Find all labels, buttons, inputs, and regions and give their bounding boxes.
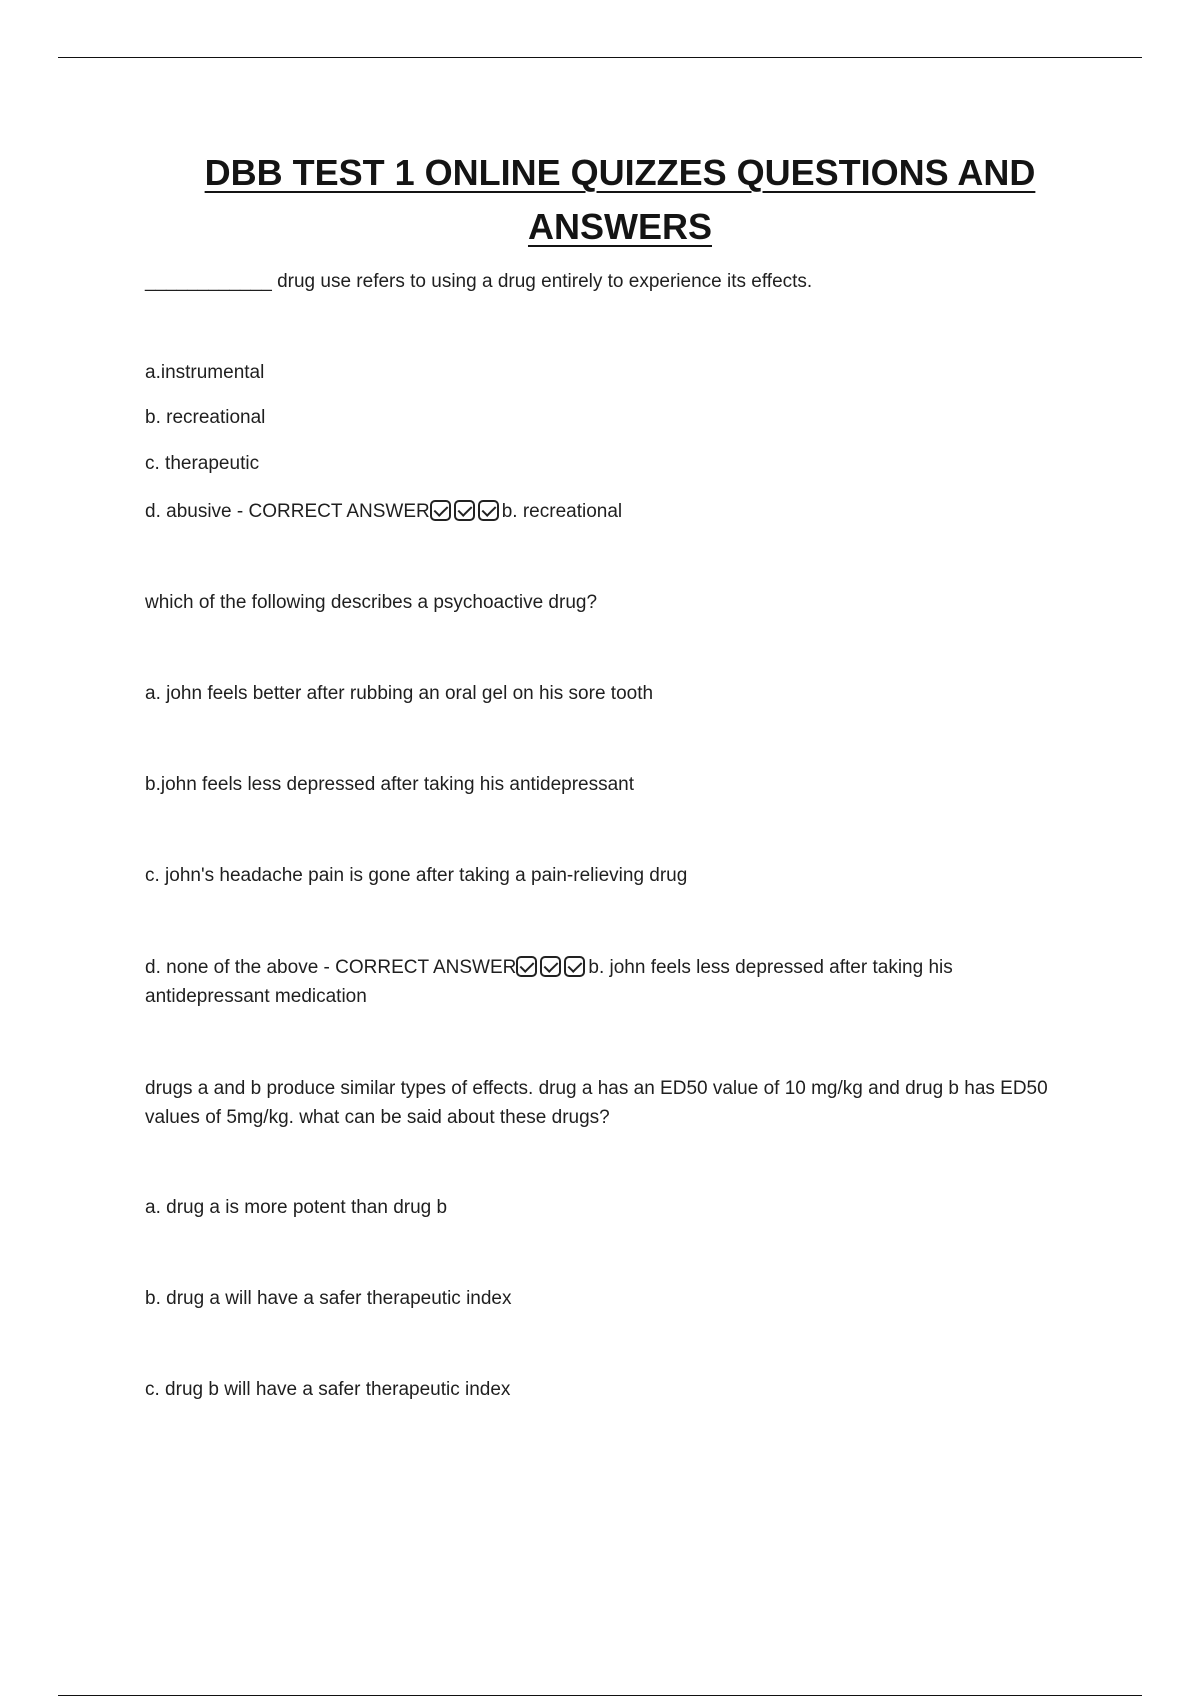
title-line-1: DBB TEST 1 ONLINE QUIZZES QUESTIONS AND bbox=[204, 152, 1036, 193]
q2-option-d bbox=[145, 953, 1025, 1011]
q2-question: which of the following describes a psychoactive drug? bbox=[145, 592, 598, 613]
q3-option-b: b. drug a will have a safer therapeutic index bbox=[145, 1288, 512, 1309]
q2-option-c: c. john's headache pain is gone after taking a pain-relieving drug bbox=[145, 865, 688, 886]
q3-option-a: a. drug a is more potent than drug b bbox=[145, 1197, 448, 1218]
q2-option-a: a. john feels better after rubbing an oral gel on his sore tooth bbox=[145, 683, 654, 704]
q3-question: drugs a and b produce similar types of effects. drug a has an ED50 value of 10 mg/kg and drug b has ED50 values of 5mg/kg. what can be said about these drugs? bbox=[145, 1078, 1048, 1128]
document-title bbox=[150, 146, 1090, 254]
checkbox-check-icon bbox=[430, 500, 451, 521]
checkbox-check-icon bbox=[454, 500, 475, 521]
q3-option-c: c. drug b will have a safer therapeutic index bbox=[145, 1379, 511, 1400]
checkbox-check-icon bbox=[564, 956, 585, 977]
q2-option-b: b.john feels less depressed after taking his antidepressant bbox=[145, 774, 635, 795]
q1-option-d bbox=[145, 497, 1075, 526]
q2-correct-answer: b. john feels less depressed after taking his antidepressant medication bbox=[145, 957, 953, 1007]
checkbox-check-icon bbox=[478, 500, 499, 521]
q1-option-b: b. recreational bbox=[145, 407, 266, 428]
q1-option-d-text: d. abusive - CORRECT ANSWER bbox=[145, 501, 430, 522]
title-line-2: ANSWERS bbox=[527, 206, 712, 247]
q1-option-c: c. therapeutic bbox=[145, 453, 260, 474]
q1-correct-answer: b. recreational bbox=[501, 501, 623, 522]
q1-question: ____________ drug use refers to using a drug entirely to experience its effects. bbox=[145, 271, 813, 292]
checkbox-check-icon bbox=[540, 956, 561, 977]
q1-option-a: a.instrumental bbox=[145, 362, 265, 383]
q2-option-d-text: d. none of the above - CORRECT ANSWER bbox=[145, 957, 517, 978]
checkbox-check-icon bbox=[516, 956, 537, 977]
top-rule bbox=[58, 57, 1142, 58]
bottom-rule bbox=[58, 1695, 1142, 1696]
